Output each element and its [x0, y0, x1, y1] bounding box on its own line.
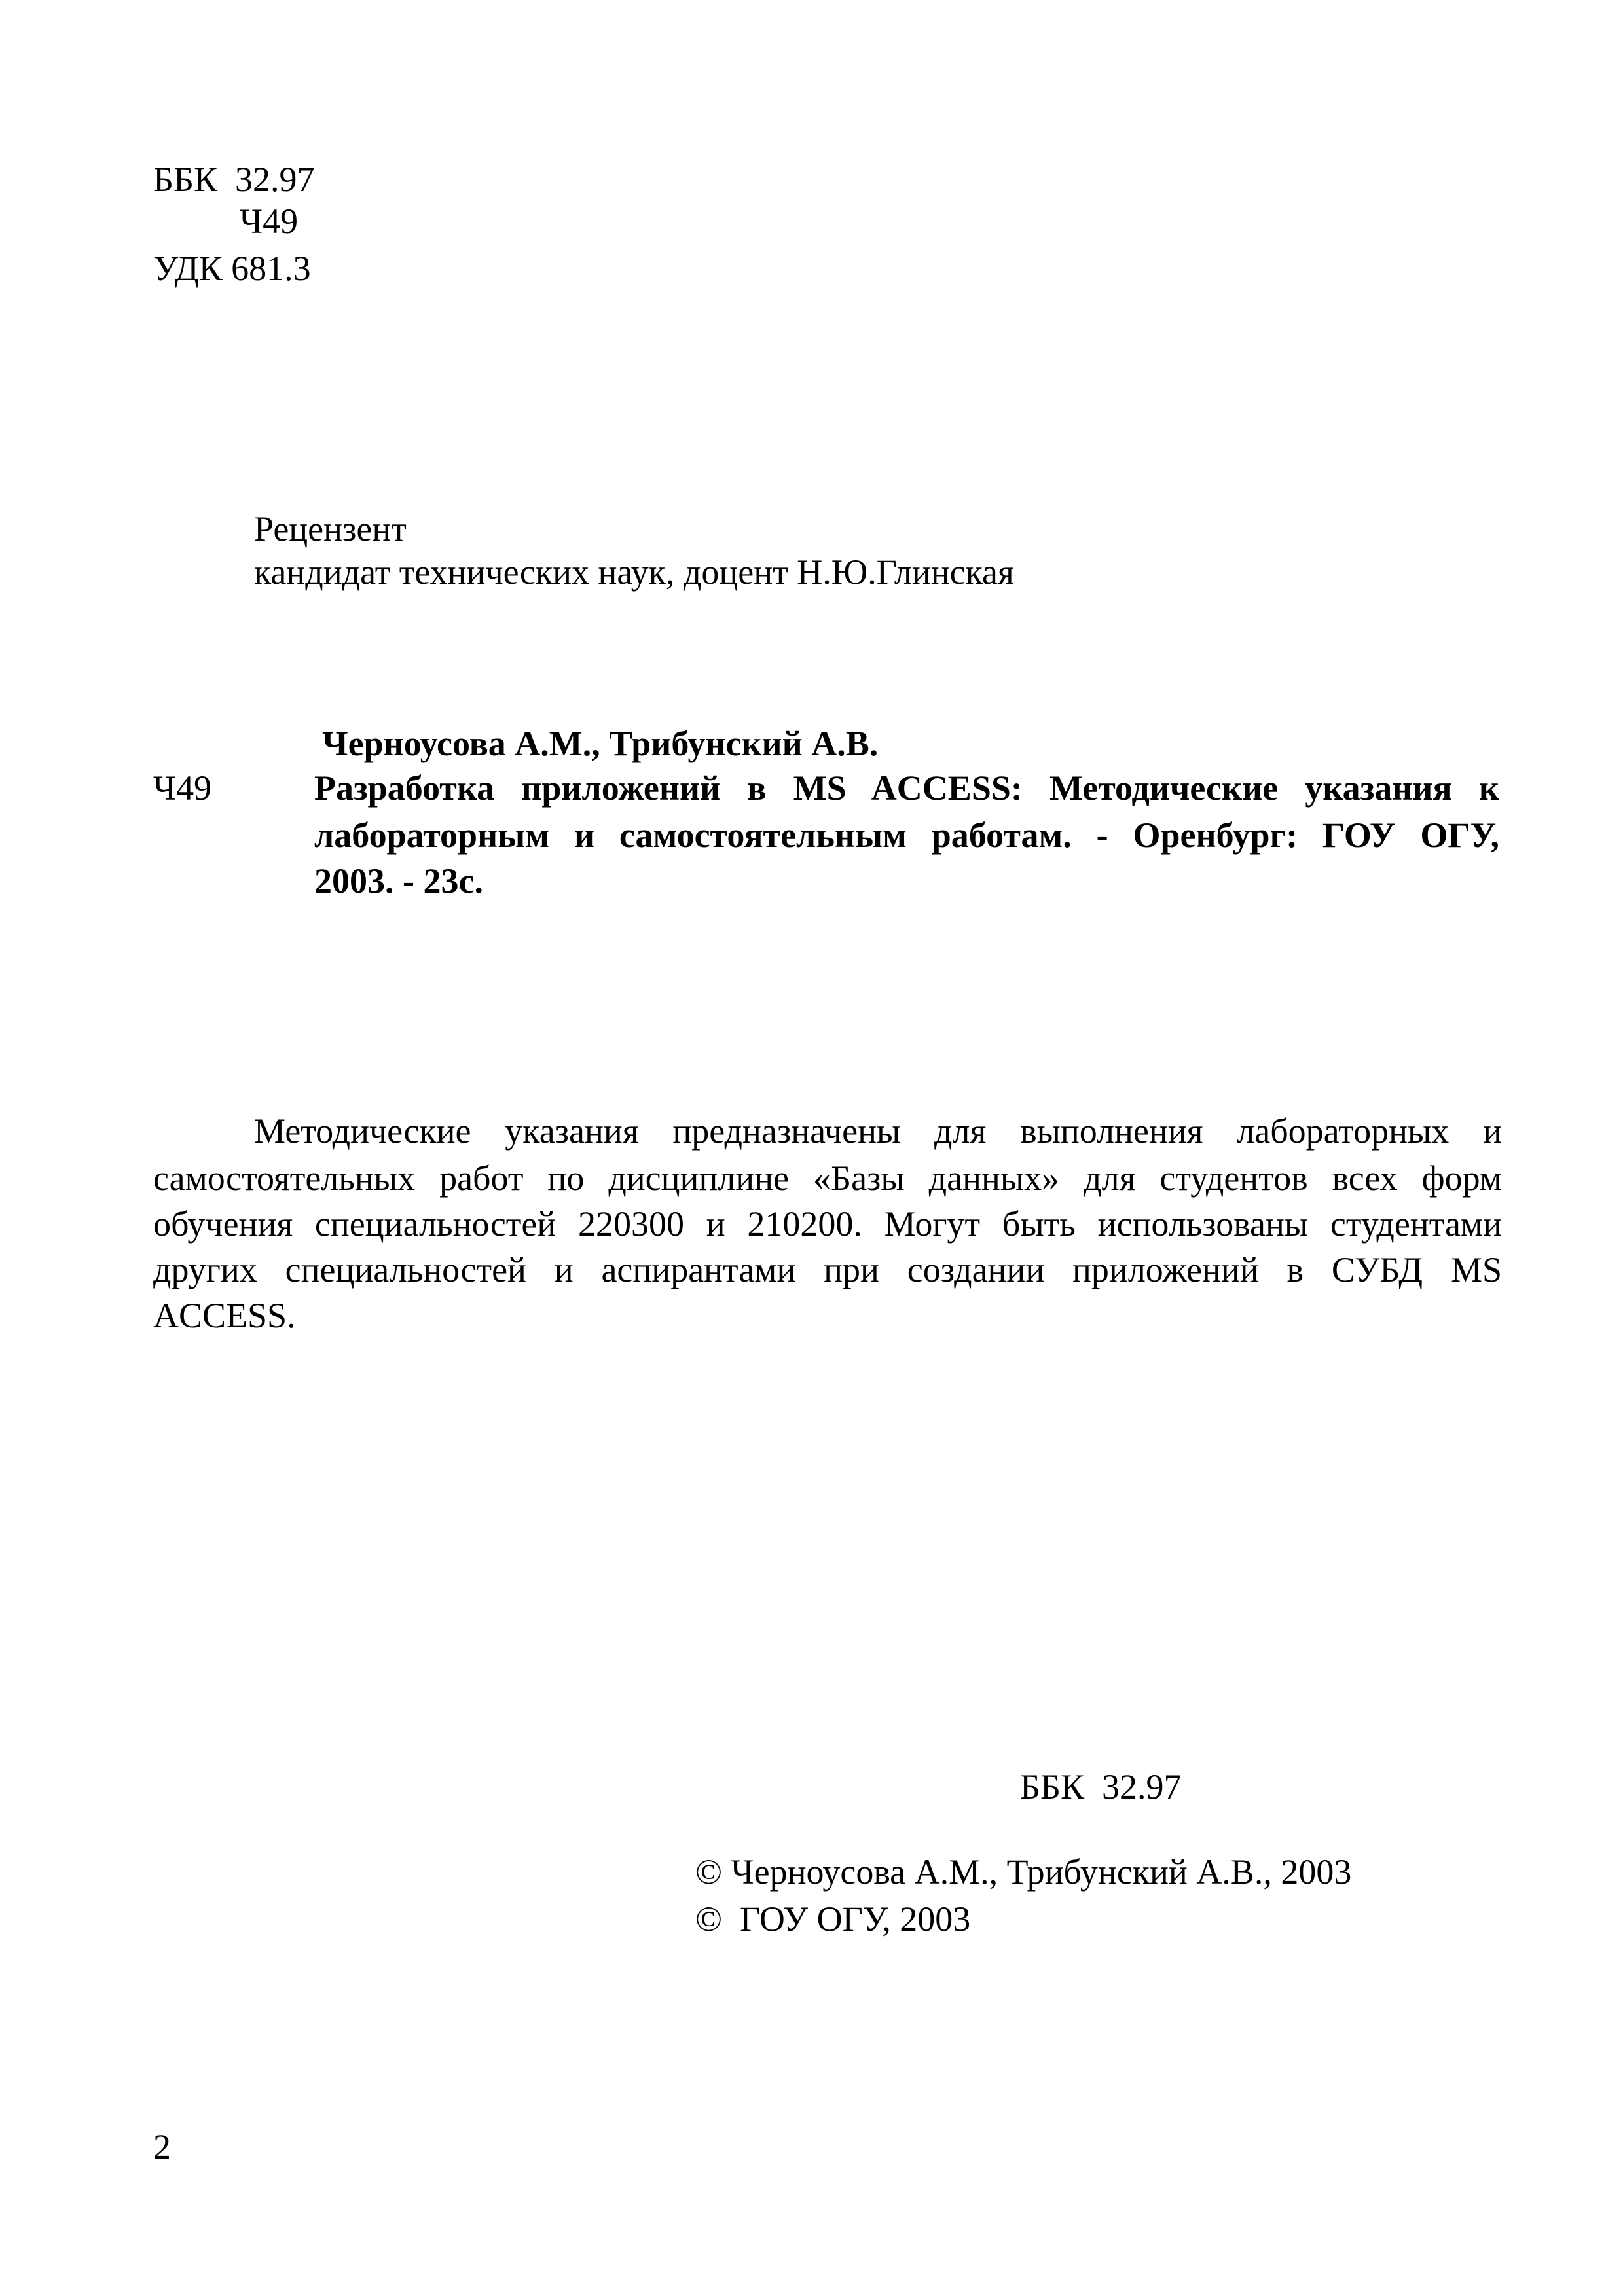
udk-code: УДК 681.3	[153, 249, 311, 288]
catalog-title-line-1: Разработка приложений в MS ACCESS: Методические указания к	[314, 768, 1499, 808]
copyright-org: © ГОУ ОГУ, 2003	[695, 1899, 971, 1939]
abstract-line-3: обучения специальностей 220300 и 210200. Могут быть использованы студентами	[153, 1204, 1502, 1244]
copyright-authors: © Черноусова А.М., Трибунский А.В., 2003	[695, 1852, 1352, 1892]
abstract-line-5: ACCESS.	[153, 1296, 296, 1335]
bbk-code: ББК 32.97	[153, 160, 315, 199]
reviewer-label: Рецензент	[254, 509, 407, 548]
abstract-line-4: других специальностей и аспирантами при создании приложений в СУБД MS	[153, 1250, 1502, 1289]
page-number: 2	[153, 2127, 171, 2166]
catalog-authors: Черноусова А.М., Трибунский А.В.	[322, 724, 879, 763]
catalog-title-line-3: 2003. - 23с.	[314, 861, 483, 901]
catalog-title-line-2: лабораторным и самостоятельным работам. - Оренбург: ГОУ ОГУ,	[314, 816, 1499, 855]
author-mark: Ч49	[240, 202, 299, 241]
reviewer-text: кандидат технических наук, доцент Н.Ю.Глинская	[254, 552, 1014, 592]
abstract-line-1: Методические указания предназначены для выполнения лабораторных и	[254, 1111, 1502, 1151]
abstract-line-2: самостоятельных работ по дисциплине «Базы данных» для студентов всех форм	[153, 1158, 1502, 1198]
catalog-mark: Ч49	[153, 768, 212, 808]
footer-bbk: ББК 32.97	[1020, 1767, 1182, 1806]
